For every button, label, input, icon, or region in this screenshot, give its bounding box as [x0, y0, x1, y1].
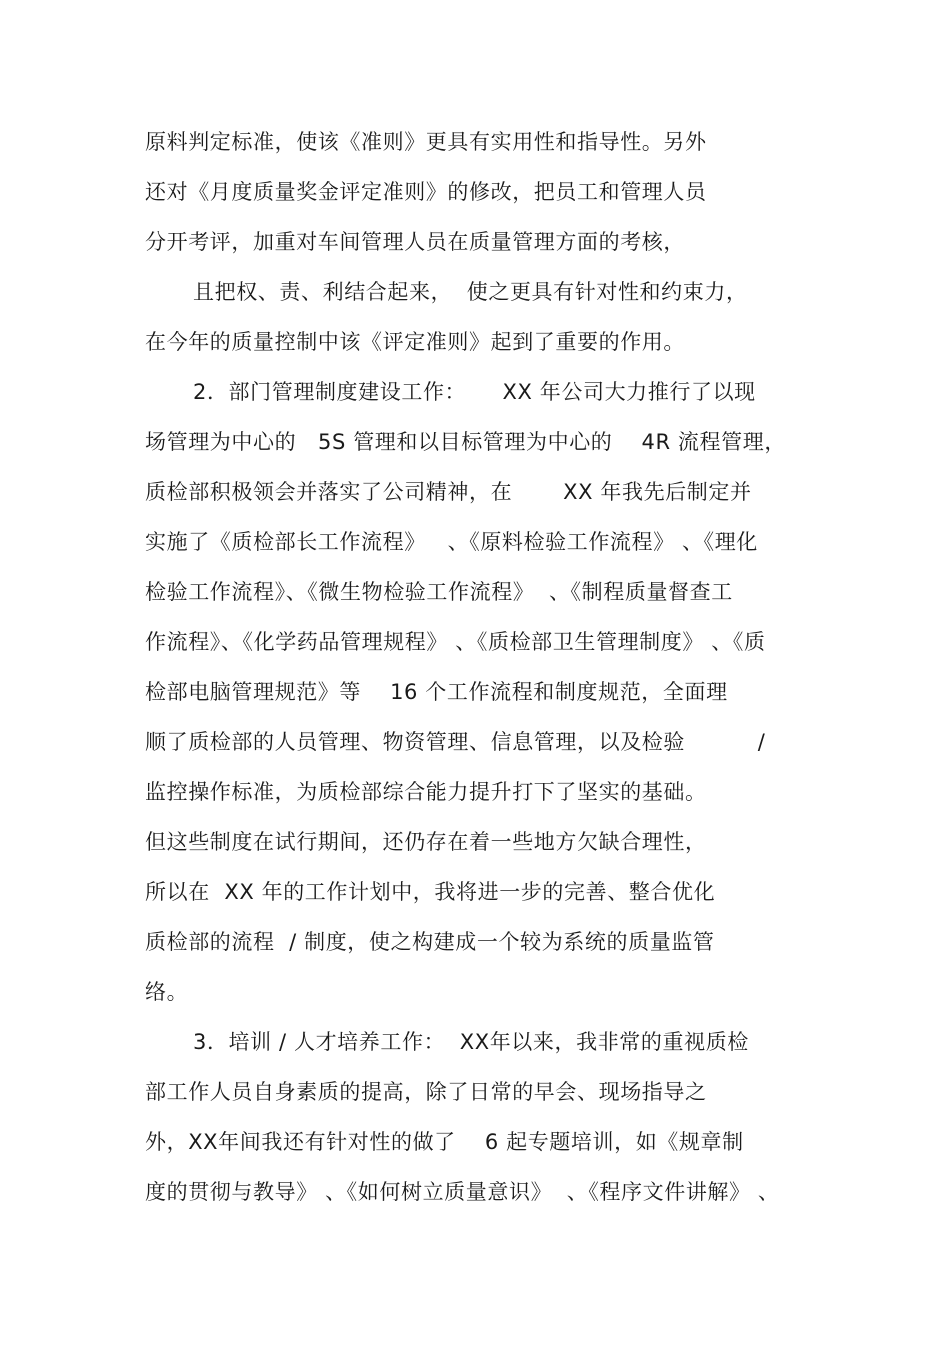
text-line: 分开考评，加重对车间管理人员在质量管理方面的考核， — [145, 230, 685, 254]
section-heading-line: 3．培训 / 人才培养工作： XX年以来，我非常的重视质检 — [193, 1030, 749, 1054]
text-line: 在今年的质量控制中该《评定准则》起到了重要的作用。 — [145, 330, 685, 354]
text-line: 络。 — [145, 980, 189, 1004]
text-line: 原料判定标准，使该《准则》更具有实用性和指导性。另外 — [145, 130, 707, 154]
text-line: 但这些制度在试行期间，还仍存在着一些地方欠缺合理性， — [145, 830, 707, 854]
text-line: 质检部的流程 / 制度，使之构建成一个较为系统的质量监管 — [145, 930, 715, 954]
text-line: 外，XX年间我还有针对性的做了 6 起专题培训，如《规章制 — [145, 1130, 744, 1154]
text-line: 作流程》、《化学药品管理规程》 、《质检部卫生管理制度》 、《质 — [145, 630, 766, 654]
text-line: 场管理为中心的 5S 管理和以目标管理为中心的 4R 流程管理， — [145, 430, 786, 454]
text-line: 检部电脑管理规范》等 16 个工作流程和制度规范，全面理 — [145, 680, 728, 704]
section-heading-line: 2．部门管理制度建设工作： XX 年公司大力推行了以现 — [193, 380, 756, 404]
text-line: 质检部积极领会并落实了公司精神，在 XX 年我先后制定并 — [145, 480, 752, 504]
text-line: 监控操作标准，为质检部综合能力提升打下了坚实的基础。 — [145, 780, 707, 804]
text-line: 还对《月度质量奖金评定准则》的修改，把员工和管理人员 — [145, 180, 707, 204]
text-line: 检验工作流程》、《微生物检验工作流程》 、《制程质量督查工 — [145, 580, 733, 604]
text-line: 实施了《质检部长工作流程》 、《原料检验工作流程》 、《理化 — [145, 530, 758, 554]
text-line: 所以在 XX 年的工作计划中，我将进一步的完善、整合优化 — [145, 880, 716, 904]
text-line: 顺了质检部的人员管理、物资管理、信息管理，以及检验 / — [145, 730, 766, 754]
text-line: 部工作人员自身素质的提高，除了日常的早会、现场指导之 — [145, 1080, 707, 1104]
text-line: 度的贯彻与教导》 、《如何树立质量意识》 、《程序文件讲解》 、 — [145, 1180, 780, 1204]
text-line: 且把权、责、利结合起来， 使之更具有针对性和约束力， — [193, 280, 748, 304]
